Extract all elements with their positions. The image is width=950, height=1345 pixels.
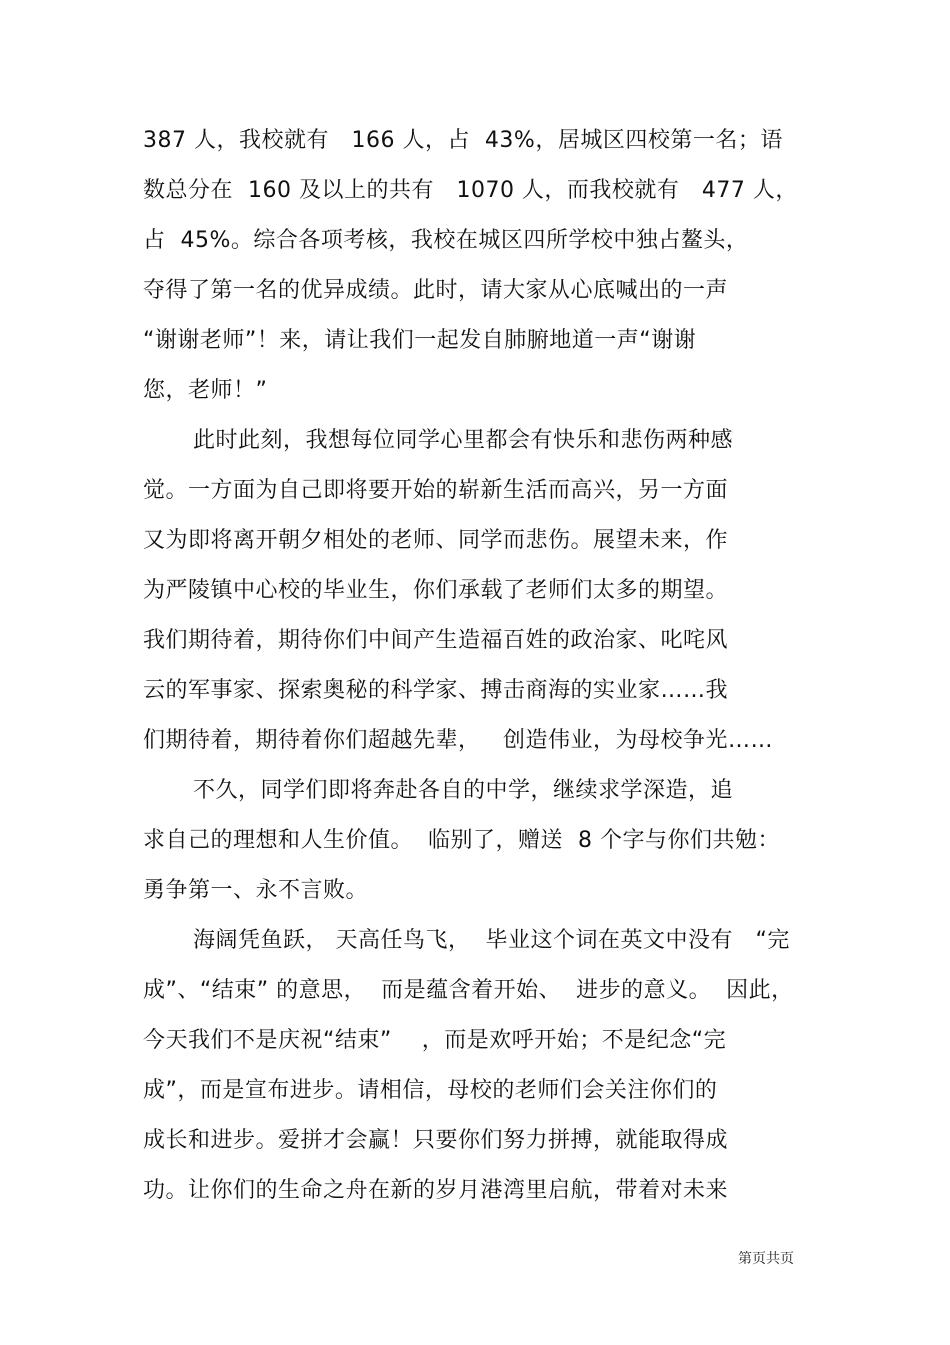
text-line: 我们期待着，期待你们中间产生造福百姓的政治家、叱咤风 xyxy=(143,628,729,653)
text-line: 求自己的理想和人生价值。 临别了，赠送 8 个字与你们共勉： xyxy=(143,828,780,853)
text-line: 们期待着，期待着你们超越先辈， 创造伟业，为母校争光…… xyxy=(143,728,773,753)
text-line: 今天我们不是庆祝“结束” ，而是欢呼开始；不是纪念“完 xyxy=(143,1028,727,1053)
text-line: 387 人，我校就有 166 人，占 43%，居城区四校第一名；语 xyxy=(143,128,783,153)
text-line: 数总分在 160 及以上的共有 1070 人，而我校就有 477 人， xyxy=(143,178,798,203)
text-line: 为严陵镇中心校的毕业生，你们承载了老师们太多的期望。 xyxy=(143,578,729,603)
text-line: 成”、“结束” 的意思， 而是蕴含着开始、 进步的意义。 因此， xyxy=(143,978,794,1003)
text-line: 您，老师！” xyxy=(143,378,268,403)
text-line: 夺得了第一名的优异成绩。此时，请大家从心底喊出的一声 xyxy=(143,278,729,303)
text-line: “谢谢老师”！来，请让我们一起发自肺腑地道一声“谢谢 xyxy=(143,328,697,353)
text-line: 成长和进步。爱拼才会赢！只要你们努力拼搏，就能取得成 xyxy=(143,1128,729,1153)
text-line: 觉。一方面为自己即将要开始的崭新生活而高兴，另一方面 xyxy=(143,478,729,503)
paragraph-first-line: 不久，同学们即将奔赴各自的中学，继续求学深造，追 xyxy=(193,778,734,803)
text-line: 云的军事家、探索奥秘的科学家、搏击商海的实业家……我 xyxy=(143,678,729,703)
text-line: 又为即将离开朝夕相处的老师、同学而悲伤。展望未来，作 xyxy=(143,528,729,553)
text-line: 功。让你们的生命之舟在新的岁月港湾里启航，带着对未来 xyxy=(143,1178,729,1203)
text-line: 成”，而是宣布进步。请相信，母校的老师们会关注你们的 xyxy=(143,1078,718,1103)
text-line: 勇争第一、永不言败。 xyxy=(143,878,369,903)
page-footer: 第页共页 xyxy=(738,1251,794,1267)
paragraph-first-line: 此时此刻，我想每位同学心里都会有快乐和悲伤两种感 xyxy=(193,428,734,453)
paragraph-first-line: 海阔凭鱼跃， 天高任鸟飞， 毕业这个词在英文中没有 “完 xyxy=(193,928,790,953)
text-line: 占 45%。综合各项考核，我校在城区四所学校中独占鳌头， xyxy=(143,228,749,253)
